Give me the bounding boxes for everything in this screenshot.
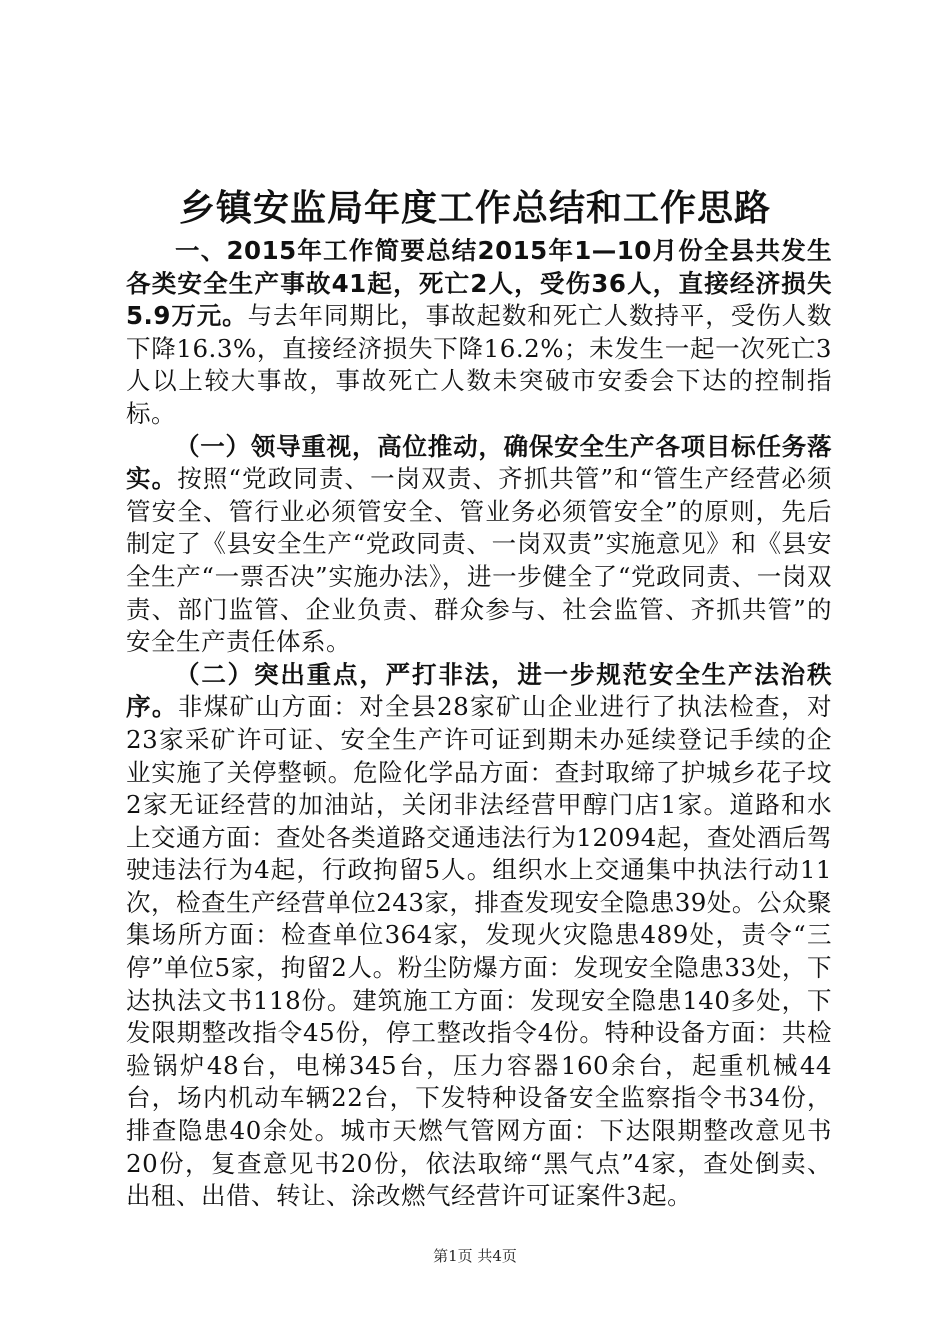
document-body <box>126 235 832 1213</box>
paragraph-summary <box>126 235 832 431</box>
paragraph-enforcement <box>126 659 832 1213</box>
paragraph-text: 与去年同期比，事故起数和死亡人数持平，受伤人数下降16.3%，直接经济损失下降16.2%；未发生一起一次死亡3人以上较大事故，事故死亡人数未突破市安委会下达的控制指标。 <box>126 301 832 428</box>
paragraph-lead: （二）突出重点，严打非法，进一步规范安全生产法治秩序。 <box>126 659 832 722</box>
paragraph-lead: （一）领导重视，高位推动，确保安全生产各项目标任务落实。 <box>126 431 832 494</box>
page-number-footer: 第1页 共4页 <box>433 1247 517 1265</box>
paragraph-text: 按照“党政同责、一岗双责、齐抓共管”和“管生产经营必须管安全、管行业必须管安全、管业务必须管安全”的原则，先后制定了《县安全生产“党政同责、一岗双责”实施意见》和《县安全生产“一票否决”实施办法》，进一步健全了“党政同责、一岗双责、部门监管、企业负责、群众参与、社会监管、齐抓共管”的安全生产责任体系。 <box>126 464 833 657</box>
paragraph-lead: 一、2015年工作简要总结2015年1—10月份全县共发生各类安全生产事故41起，死亡2人，受伤36人，直接经济损失5.9万元。 <box>126 236 832 331</box>
paragraph-text: 非煤矿山方面：对全县28家矿山企业进行了执法检查，对23家采矿许可证、安全生产许可证到期未办延续登记手续的企业实施了关停整顿。危险化学品方面：查封取缔了护城乡花子坟2家无证经营的加油站，关闭非法经营甲醇门店1家。道路和水上交通方面：查处各类道路交通违法行为12094起，查处酒后驾驶违法行为4起，行政拘留5人。组织水上交通集中执法行动11次，检查生产经营单位243家，排查发现安全隐患39处。公众聚集场所方面：检查单位364家，发现火灾隐患489处，责令“三停”单位5家，拘留2人。粉尘防爆方面：发现安全隐患33处，下达执法文书118份。建筑施工方面：发现安全隐患140多处，下发限期整改指令45份，停工整改指令4份。特种设备方面：共检验锅炉48台，电梯345台，压力容器160余台，起重机械44台，场内机动车辆22台，下发特种设备安全监察指令书34份，排查隐患40余处。城市天燃气管网方面：下达限期整改意见书20份，复查意见书20份，依法取缔“黑气点”4家，查处倒卖、出租、出借、转让、涂改燃气经营许可证案件3起。 <box>126 692 832 1211</box>
document-title: 乡镇安监局年度工作总结和工作思路 <box>178 187 771 229</box>
paragraph-leadership <box>126 431 832 659</box>
